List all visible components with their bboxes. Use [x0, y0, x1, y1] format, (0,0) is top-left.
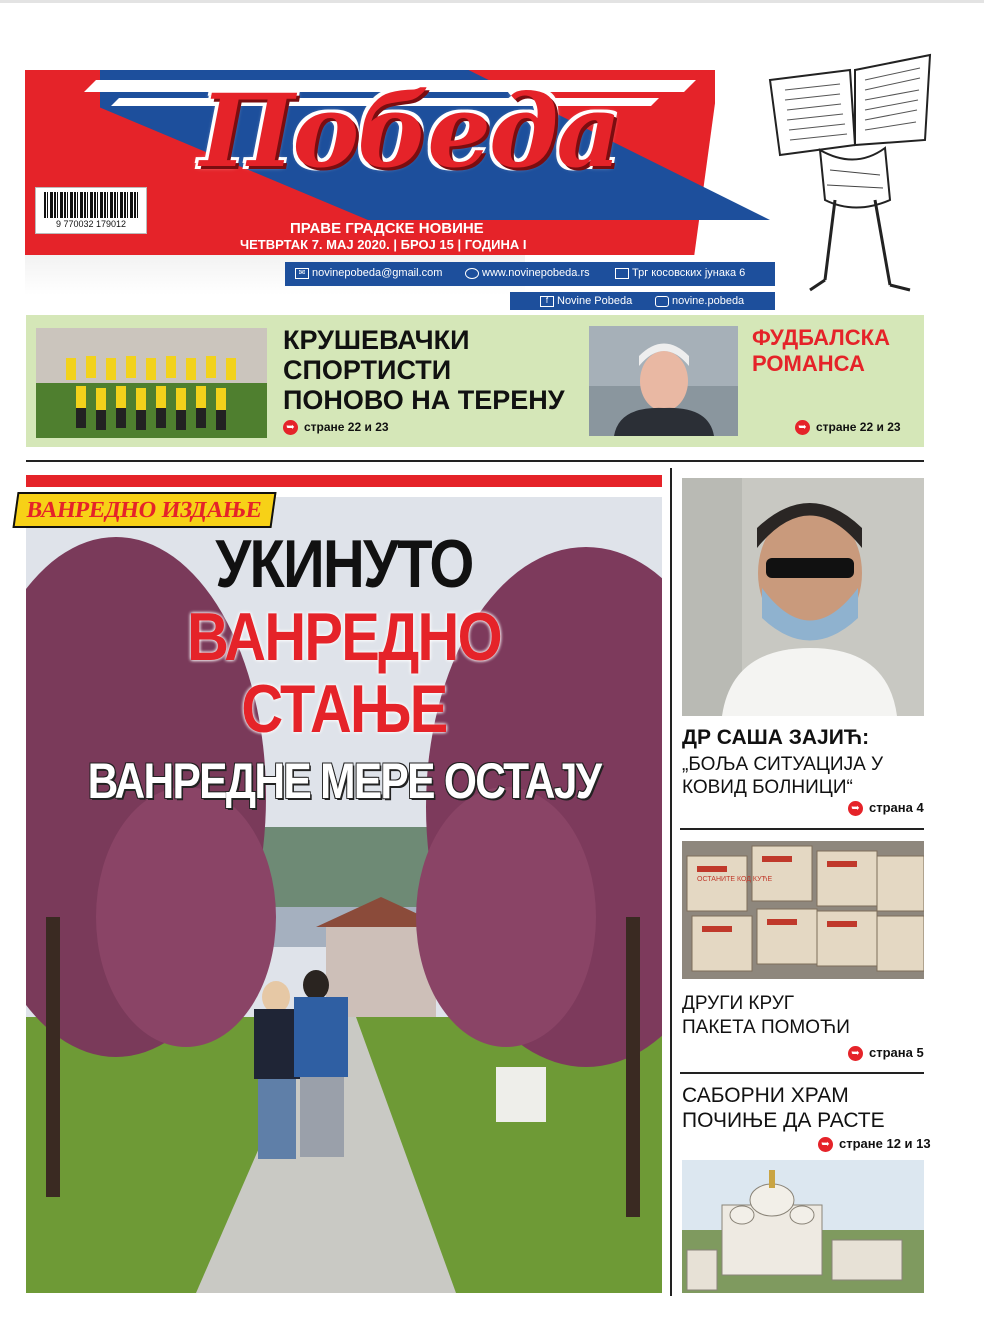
instagram-icon	[655, 296, 669, 307]
page-ref-text: страна 5	[869, 1045, 924, 1060]
football-romance-headline[interactable]	[752, 325, 890, 377]
page-ref-text: страна 4	[869, 800, 924, 815]
coach-portrait-photo[interactable]	[589, 326, 738, 436]
facebook-text: Novine Pobeda	[557, 295, 633, 307]
story-title-line: ДРУГИ КРУГ	[682, 993, 795, 1014]
story-quote-line: КОВИД БОЛНИЦИ“	[682, 777, 853, 798]
football-romance-line: ФУДБАЛСКА	[752, 325, 890, 350]
story-page-ref[interactable]	[848, 800, 924, 816]
sidebar-divider	[680, 1072, 924, 1074]
story-title-line: ПОЧИЊЕ ДА РАСТЕ	[682, 1109, 885, 1132]
main-story-red-bar	[26, 475, 662, 487]
address	[615, 267, 745, 279]
newspaper-logo[interactable]: Победа	[200, 72, 620, 190]
arrow-right-icon: ➥	[795, 420, 810, 435]
globe-icon	[465, 268, 479, 279]
issue-dateline: ЧЕТВРТАК 7. МАЈ 2020. | БРОЈ 15 | ГОДИНА I	[240, 237, 527, 252]
email-link[interactable]	[295, 267, 442, 279]
instagram-link[interactable]	[655, 295, 744, 307]
doctor-portrait-photo[interactable]	[682, 478, 924, 716]
top-border	[0, 0, 984, 3]
address-text: Трг косовских јунака 6	[632, 267, 746, 279]
football-page-ref[interactable]	[795, 420, 901, 435]
instagram-text: novine.pobeda	[672, 295, 745, 307]
football-romance-line: РОМАНСА	[752, 351, 865, 376]
sports-headline[interactable]	[283, 325, 565, 415]
barcode	[35, 187, 147, 234]
sidebar-divider	[680, 828, 924, 830]
envelope-icon: ✉	[295, 268, 309, 279]
arrow-right-icon: ➥	[818, 1137, 833, 1152]
box-label: ОСТАНИТЕ КОД КУЋЕ	[697, 876, 773, 883]
column-divider	[670, 468, 672, 1296]
cathedral-rendering-photo[interactable]	[682, 1160, 924, 1293]
main-headline-line[interactable]: УКИНУТО	[215, 526, 473, 602]
story-title-line: САБОРНИ ХРАМ	[682, 1084, 849, 1107]
football-team-photo[interactable]	[36, 328, 267, 438]
arrow-right-icon: ➥	[848, 801, 863, 816]
arrow-right-icon: ➥	[283, 420, 298, 435]
story-title[interactable]	[682, 1083, 885, 1133]
section-divider	[26, 460, 924, 462]
story-quote	[682, 753, 883, 799]
page-ref-text: стране 22 и 23	[816, 420, 901, 434]
main-subheadline[interactable]: ВАНРЕДНЕ МЕРЕ ОСТАЈУ	[87, 753, 601, 809]
sports-page-ref[interactable]	[283, 420, 389, 435]
special-edition-badge: ВАНРЕДНО ИЗДАЊЕ	[12, 492, 276, 528]
contact-bar	[285, 262, 775, 286]
aid-packages-photo[interactable]	[682, 841, 924, 979]
main-headline-line[interactable]: СТАЊЕ	[241, 671, 447, 747]
arrow-right-icon: ➥	[848, 1046, 863, 1061]
story-page-ref[interactable]	[848, 1045, 924, 1061]
story-quote-line: „БОЉА СИТУАЦИЈА У	[682, 754, 884, 775]
website-text: www.novinepobeda.rs	[482, 267, 590, 279]
facebook-icon: f	[540, 296, 554, 307]
sports-headline-line: ПОНОВО НА ТЕРЕНУ	[283, 385, 565, 415]
building-icon	[615, 268, 629, 279]
barcode-bars	[44, 192, 138, 218]
tagline: ПРАВЕ ГРАДСКЕ НОВИНЕ	[290, 220, 484, 237]
barcode-number: 9 770032 179012	[55, 219, 127, 229]
newspaper-reader-illustration	[765, 50, 945, 300]
story-title[interactable]	[682, 992, 850, 1040]
story-title[interactable]: ДР САША ЗАЈИЋ:	[682, 726, 870, 749]
email-text: novinepobeda@gmail.com	[312, 267, 443, 279]
sports-headline-line: СПОРТИСТИ	[283, 355, 452, 385]
facebook-link[interactable]	[540, 295, 632, 307]
social-bar	[510, 292, 775, 310]
website-link[interactable]	[465, 267, 590, 279]
story-title-line: ПАКЕТА ПОМОЋИ	[682, 1017, 850, 1038]
story-page-ref[interactable]	[818, 1136, 931, 1152]
sports-headline-line: КРУШЕВАЧКИ	[283, 325, 470, 355]
main-headline-line[interactable]: ВАНРЕДНО	[187, 599, 501, 675]
page-ref-text: стране 22 и 23	[304, 420, 389, 434]
page-ref-text: стране 12 и 13	[839, 1136, 931, 1151]
